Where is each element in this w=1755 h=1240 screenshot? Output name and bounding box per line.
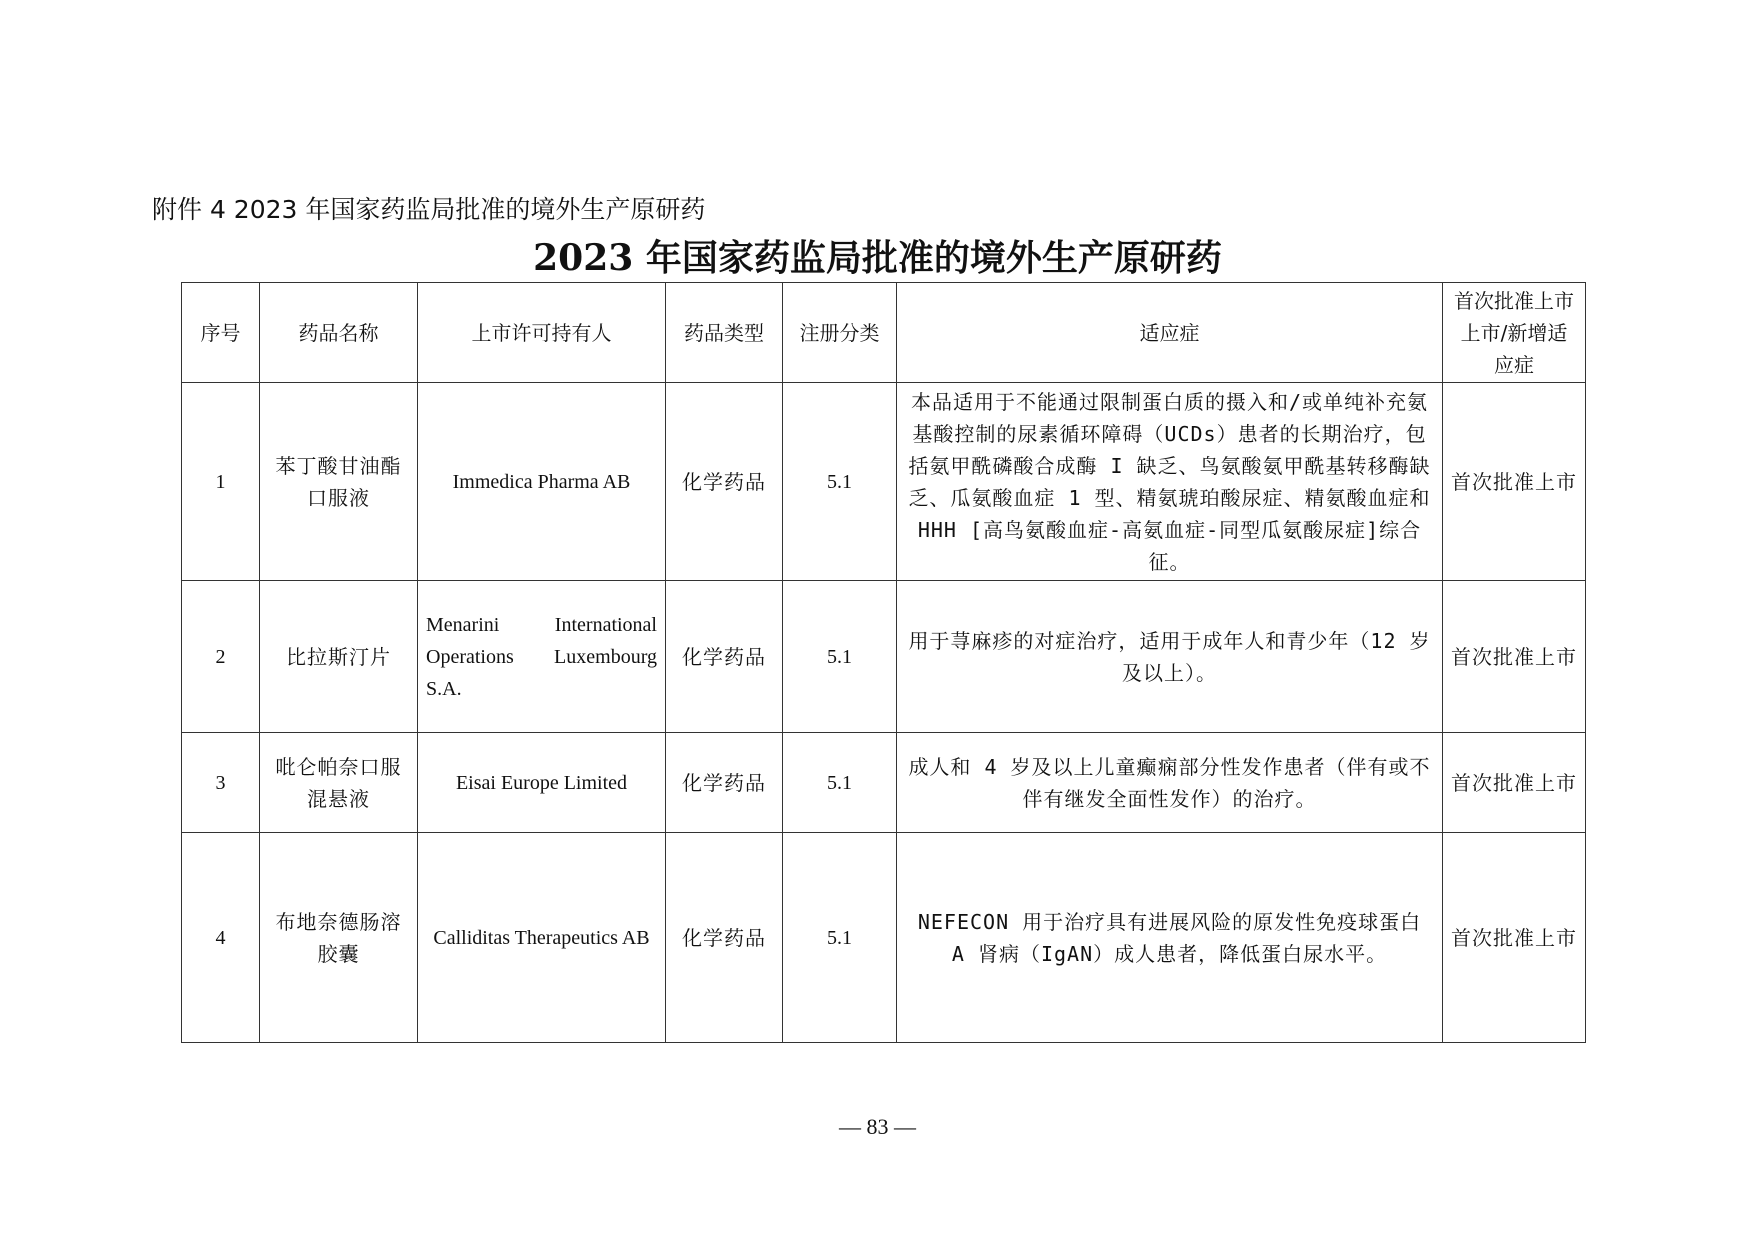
row-drug-type: 化学药品 bbox=[666, 383, 783, 581]
row-approval: 首次批准上市 bbox=[1443, 733, 1586, 833]
row-drug-type: 化学药品 bbox=[666, 581, 783, 733]
row-drug-type: 化学药品 bbox=[666, 833, 783, 1043]
row-drug-name: 比拉斯汀片 bbox=[260, 581, 418, 733]
row-approval: 首次批准上市 bbox=[1443, 833, 1586, 1043]
row-holder: Eisai Europe Limited bbox=[418, 733, 666, 833]
table-row bbox=[182, 581, 1586, 733]
row-category: 5.1 bbox=[783, 733, 897, 833]
row-no: 1 bbox=[182, 383, 260, 581]
header-category: 注册分类 bbox=[783, 283, 897, 383]
table-row bbox=[182, 383, 1586, 581]
header-holder: 上市许可持有人 bbox=[418, 283, 666, 383]
header-type: 药品类型 bbox=[666, 283, 783, 383]
row-category: 5.1 bbox=[783, 581, 897, 733]
header-indication: 适应症 bbox=[897, 283, 1443, 383]
row-category: 5.1 bbox=[783, 833, 897, 1043]
row-no: 4 bbox=[182, 833, 260, 1043]
row-indication: 成人和 4 岁及以上儿童癫痫部分性发作患者（伴有或不伴有继发全面性发作）的治疗。 bbox=[897, 733, 1443, 833]
row-drug-name: 吡仑帕奈口服混悬液 bbox=[260, 733, 418, 833]
row-indication: NEFECON 用于治疗具有进展风险的原发性免疫球蛋白 A 肾病（IgAN）成人患者，降低蛋白尿水平。 bbox=[897, 833, 1443, 1043]
table-header-row bbox=[182, 283, 1586, 383]
document-title: 2023 年国家药监局批准的境外生产原研药 bbox=[533, 237, 1222, 279]
row-holder: Calliditas Therapeutics AB bbox=[418, 833, 666, 1043]
row-no: 3 bbox=[182, 733, 260, 833]
row-no: 2 bbox=[182, 581, 260, 733]
row-drug-name: 苯丁酸甘油酯口服液 bbox=[260, 383, 418, 581]
header-approval: 首次批准上市上市/新增适应症 bbox=[1443, 283, 1586, 383]
drug-table bbox=[181, 282, 1586, 1043]
header-name: 药品名称 bbox=[260, 283, 418, 383]
row-indication: 用于荨麻疹的对症治疗，适用于成年人和青少年（12 岁及以上）。 bbox=[897, 581, 1443, 733]
table-row bbox=[182, 833, 1586, 1043]
row-approval: 首次批准上市 bbox=[1443, 383, 1586, 581]
page-number: — 83 — bbox=[839, 1114, 916, 1139]
row-indication: 本品适用于不能通过限制蛋白质的摄入和/或单纯补充氨基酸控制的尿素循环障碍（UCDs）患者的长期治疗，包括氨甲酰磷酸合成酶 I 缺乏、鸟氨酸氨甲酰基转移酶缺乏、瓜氨酸血症 1 型、精氨琥珀酸尿症、精氨酸血症和 HHH [高鸟氨酸血症-高氨血症-同型瓜氨酸尿症]综合征。 bbox=[897, 383, 1443, 581]
row-drug-name: 布地奈德肠溶胶囊 bbox=[260, 833, 418, 1043]
header-no: 序号 bbox=[182, 283, 260, 383]
row-holder: Menarini International Operations Luxembourg S.A. bbox=[418, 581, 666, 733]
row-drug-type: 化学药品 bbox=[666, 733, 783, 833]
table-row bbox=[182, 733, 1586, 833]
row-category: 5.1 bbox=[783, 383, 897, 581]
attachment-label: 附件 4 2023 年国家药监局批准的境外生产原研药 bbox=[152, 195, 706, 224]
row-approval: 首次批准上市 bbox=[1443, 581, 1586, 733]
row-holder: Immedica Pharma AB bbox=[418, 383, 666, 581]
